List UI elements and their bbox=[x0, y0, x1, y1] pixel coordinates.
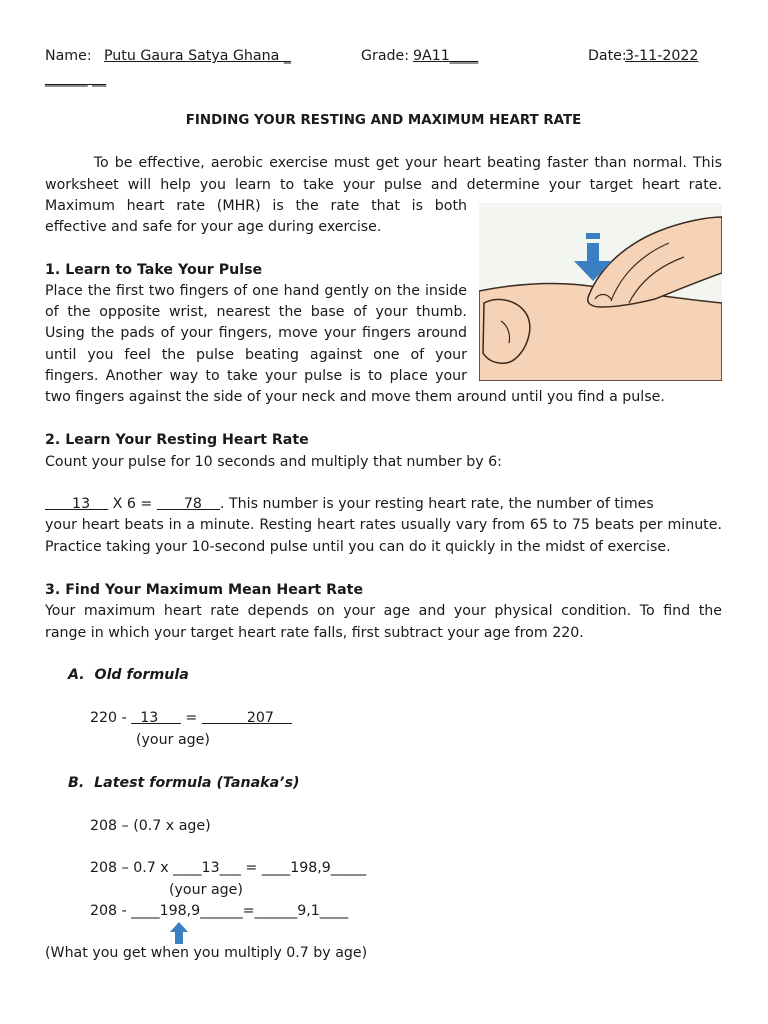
section-3-heading: 3. Find Your Maximum Mean Heart Rate bbox=[45, 582, 364, 598]
latest-formula-label: B. Latest formula (Tanaka’s) bbox=[68, 775, 300, 791]
final-prefix: 208 - bbox=[90, 903, 132, 919]
old-formula-equals: = bbox=[180, 710, 202, 726]
section-2-line-2: your heart beats in a minute. Resting heart rates usually vary from 65 to 75 beats per minute. bbox=[45, 517, 722, 533]
section-2-instruction: Count your pulse for 10 seconds and multiply that number by 6: bbox=[45, 454, 502, 470]
old-formula-label: A. Old formula bbox=[68, 667, 189, 683]
section-1-line-1: Place the first two fingers of one hand gently on the inside bbox=[45, 283, 467, 299]
section-3-line-1: Your maximum heart rate depends on your age and your physical condition. To find the bbox=[45, 603, 722, 619]
resting-rate-explanation: . This number is your resting heart rate, the number of times bbox=[220, 496, 654, 512]
old-formula-prefix: 220 - bbox=[90, 710, 132, 726]
section-3-line-2: range in which your target heart rate falls, first subtract your age from 220. bbox=[45, 625, 584, 641]
section-1-line-4: until you feel the pulse beating against one of your bbox=[45, 347, 467, 363]
latest-calc-equals: = bbox=[240, 860, 262, 876]
latest-formula-calc bbox=[90, 859, 767, 877]
latest-formula-final bbox=[90, 902, 767, 920]
name-label: Name: bbox=[45, 48, 92, 64]
section-2-line-3: Practice taking your 10-second pulse until you can do it quickly in the midst of exercise. bbox=[45, 539, 671, 555]
name-field[interactable]: Putu Gaura Satya Ghana _ bbox=[104, 48, 291, 64]
old-formula-age-note: (your age) bbox=[136, 732, 210, 748]
pulse-count-blank[interactable]: 13 bbox=[45, 496, 109, 512]
latest-formula-text: 208 – (0.7 x age) bbox=[90, 818, 211, 834]
grade-field[interactable]: 9A11____ bbox=[413, 48, 479, 64]
final-equals: = bbox=[242, 903, 255, 919]
date-field[interactable]: 3-11-2022 bbox=[625, 48, 699, 64]
times-six-text: X 6 = bbox=[108, 496, 157, 512]
up-arrow-icon bbox=[170, 922, 188, 944]
section-1-line-5: fingers. Another way to take your pulse is to place your bbox=[45, 368, 467, 384]
old-formula-equation bbox=[90, 709, 767, 727]
resting-rate-blank[interactable]: 78 bbox=[156, 496, 220, 512]
section-1-heading: 1. Learn to Take Your Pulse bbox=[45, 262, 263, 278]
resting-rate-equation bbox=[45, 495, 722, 513]
section-2-heading: 2. Learn Your Resting Heart Rate bbox=[45, 432, 309, 448]
header-trailing-line: ______ __ bbox=[45, 71, 107, 87]
latest-formula-footnote: (What you get when you multiply 0.7 by age) bbox=[45, 945, 368, 961]
intro-line-4: effective and safe for your age during exercise. bbox=[45, 219, 382, 235]
latest-calc-prefix: 208 – 0.7 x bbox=[90, 860, 174, 876]
grade-label: Grade: bbox=[361, 48, 410, 64]
old-formula-result-blank[interactable]: 207 bbox=[201, 710, 292, 726]
section-1-line-2: of the opposite wrist, nearest the base of your thumb. bbox=[45, 304, 467, 320]
intro-line-2: worksheet will help you learn to take your pulse and determine your target heart rate. bbox=[45, 177, 722, 193]
section-1-line-3: Using the pads of your fingers, move your fingers around bbox=[45, 325, 467, 341]
final-subtrahend-blank[interactable]: ____198,9______ bbox=[131, 903, 243, 919]
final-result-blank[interactable]: ______9,1____ bbox=[254, 903, 349, 919]
page-title: FINDING YOUR RESTING AND MAXIMUM HEART RATE bbox=[185, 113, 582, 128]
intro-line-1: To be effective, aerobic exercise must get your heart beating faster than normal. This bbox=[45, 155, 722, 171]
latest-calc-result-blank[interactable]: ____198,9_____ bbox=[261, 860, 367, 876]
old-formula-age-blank[interactable]: 13 bbox=[131, 710, 181, 726]
latest-formula-age-note: (your age) bbox=[169, 882, 243, 898]
intro-line-3: Maximum heart rate (MHR) is the rate that is both bbox=[45, 198, 467, 214]
date-label: Date: bbox=[588, 48, 627, 64]
latest-calc-age-blank[interactable]: ____13___ bbox=[173, 860, 241, 876]
wrist-pulse-illustration bbox=[479, 203, 722, 381]
section-1-line-6: two fingers against the side of your neck and move them around until you find a pulse. bbox=[45, 389, 665, 405]
